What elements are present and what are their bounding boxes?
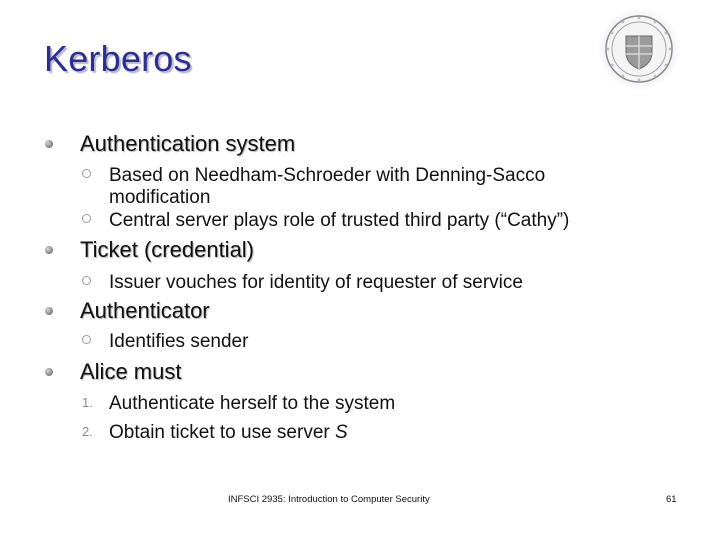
bullet-label: Authenticator <box>80 298 210 323</box>
sub-bullet-text: Based on Needham-Schroeder with Denning-Sacco modification <box>109 165 546 208</box>
step-number: 2. <box>82 424 93 439</box>
footer-course-title: INFSCI 2935: Introduction to Computer Security <box>228 494 430 505</box>
bullet-authentication-system <box>45 131 295 157</box>
university-seal-icon <box>596 6 682 92</box>
numbered-step <box>82 393 642 415</box>
hollow-circle-bullet-icon <box>82 335 91 344</box>
server-variable: S <box>335 422 348 443</box>
bullet-authenticator <box>45 298 210 324</box>
step-text: Authenticate herself to the system <box>109 393 396 414</box>
numbered-step <box>82 422 642 444</box>
hollow-circle-bullet-icon <box>82 276 91 285</box>
sub-bullet-text: Central server plays role of trusted third party (“Cathy”) <box>109 210 570 231</box>
step-number: 1. <box>82 395 93 410</box>
sub-bullet-text: Identifies sender <box>109 331 249 352</box>
hollow-circle-bullet-icon <box>82 214 91 223</box>
bullet-dot-icon <box>45 307 53 315</box>
slide-title: Kerberos <box>44 38 192 79</box>
step-text-main: Obtain ticket to use server <box>109 422 335 443</box>
bullet-ticket <box>45 237 254 263</box>
bullet-label: Alice must <box>80 359 182 384</box>
bullet-label: Ticket (credential) <box>80 237 255 262</box>
bullet-dot-icon <box>45 368 53 376</box>
sub-bullet <box>82 331 642 353</box>
sub-bullet <box>82 272 642 294</box>
step-text <box>109 422 642 444</box>
bullet-dot-icon <box>45 246 53 254</box>
bullet-label: Authentication system <box>80 131 296 156</box>
page-number: 61 <box>666 494 677 505</box>
bullet-dot-icon <box>45 140 53 148</box>
sub-bullet-text: Issuer vouches for identity of requester of service <box>109 272 523 293</box>
sub-bullet <box>82 165 642 209</box>
bullet-alice-must <box>45 359 181 385</box>
sub-bullet <box>82 210 642 232</box>
hollow-circle-bullet-icon <box>82 169 91 178</box>
